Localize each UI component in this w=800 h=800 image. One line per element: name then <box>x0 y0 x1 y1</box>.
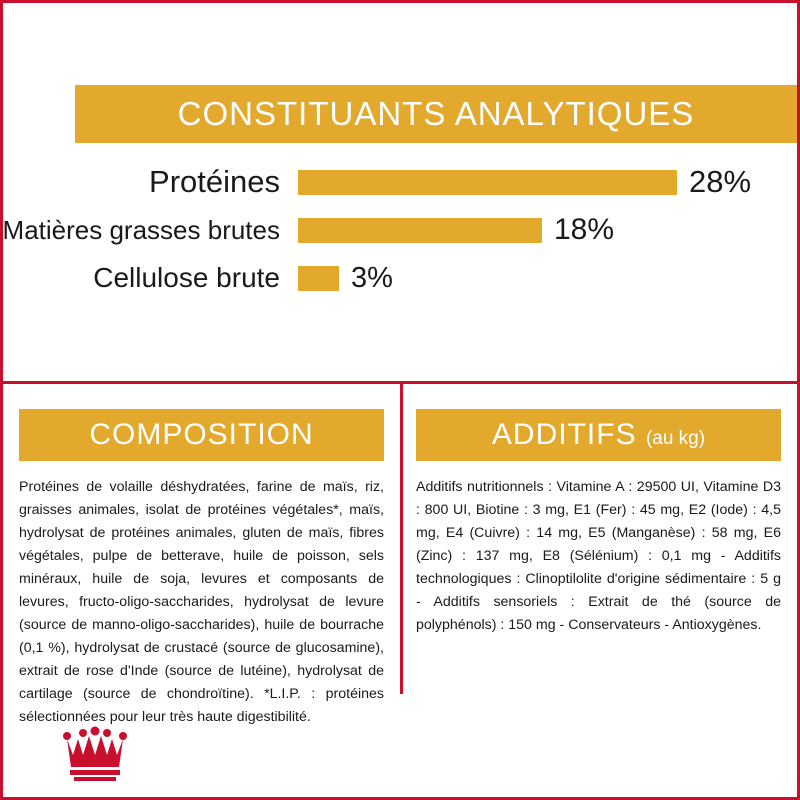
additives-title-sub: (au kg) <box>645 428 706 449</box>
constituent-bar-area <box>298 206 614 254</box>
constituent-bar-area <box>298 254 393 302</box>
analytical-constituents-title: CONSTITUANTS ANALYTIQUES <box>177 95 695 132</box>
additives-title-text: ADDITIFS <box>491 418 637 451</box>
constituent-bar-area <box>298 158 751 206</box>
constituent-value: 18% <box>554 213 615 246</box>
additives-body: Additifs nutritionnels : Vitamine A : 29500 UI, Vitamine D3 : 800 UI, Biotine : 3 mg, E1 (Fer) : 45 mg, E2 (Iode) : 4,5 mg, E4 (Cuivre) : 14 mg, E5 (Manganèse) : 58 mg, E6 (Zinc) : 137 mg, E8 (Sélénium) : 0,1 mg - Additifs technologiques : Clinoptilolite d'origine sédimentaire : 5 g - Additifs sensoriels : Extrait de thé (source de polyphénols) : 150 mg - Conservateurs - Antioxygènes. <box>416 479 781 633</box>
additives-title <box>492 418 705 452</box>
additives-title-bar <box>416 409 781 461</box>
analytical-constituents-section <box>3 3 797 377</box>
constituent-label: Protéines <box>149 164 280 199</box>
composition-title-bar <box>19 409 384 461</box>
constituent-row <box>3 158 797 206</box>
constituent-bar <box>298 266 339 291</box>
additives-section <box>400 384 797 797</box>
analytical-constituents-title-bar <box>75 85 797 143</box>
constituent-label: Cellulose brute <box>93 262 280 293</box>
royal-canin-crown-logo <box>61 725 129 783</box>
constituent-value: 28% <box>689 164 752 199</box>
composition-body: Protéines de volaille déshydratées, farine de maïs, riz, graisses animales, isolat de protéines végétales*, maïs, hydrolysat de protéines animales, gluten de maïs, fibres végétales, pulpe de betterave, huile de poisson, sels minéraux, huile de soja, levures et composants de levures, fructo-oligo-saccharides, hydrolysat de levure (source de manno-oligo-saccharides), huile de bourrache (0,1 %), hydrolysat de crustacé (source de glucosamine), extrait de rose d'Inde (source de lutéine), hydrolysat de cartilage (source de chondroïtine). *L.I.P. : protéines sélectionnées pour leur très haute digestibilité. <box>19 479 384 725</box>
constituent-label: Matières grasses brutes <box>2 214 280 245</box>
constituent-bar <box>298 170 677 195</box>
composition-title: COMPOSITION <box>89 418 314 451</box>
constituent-value: 3% <box>351 261 393 294</box>
constituent-row <box>3 254 797 302</box>
constituents-bar-chart <box>3 158 797 302</box>
constituent-bar <box>298 218 542 243</box>
constituent-row <box>3 206 797 254</box>
